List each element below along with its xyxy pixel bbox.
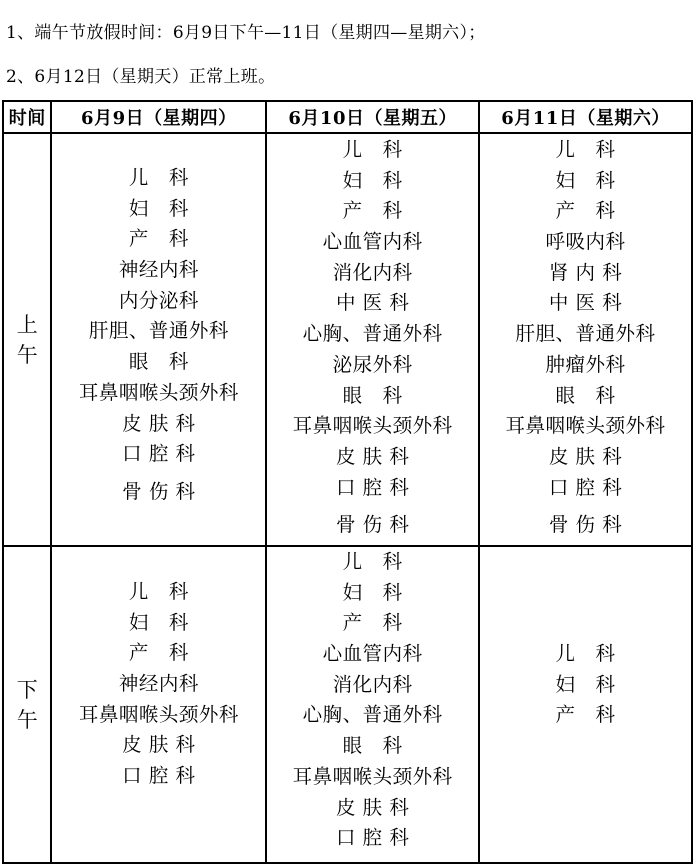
department-item: 皮 肤 科	[335, 444, 410, 468]
afternoon-day-3-departments	[479, 546, 692, 863]
department-item: 骨 伤 科	[548, 513, 623, 537]
afternoon-day-2-departments	[266, 546, 479, 863]
department-item: 心血管内科	[322, 230, 423, 254]
department-item: 呼吸内科	[545, 230, 626, 254]
department-item: 内分泌科	[118, 288, 199, 312]
period-morning	[3, 133, 51, 546]
afternoon-day-1-departments	[51, 546, 266, 863]
department-item: 心胸、普通外科	[302, 703, 443, 727]
department-item: 妇 科	[128, 610, 189, 634]
department-item: 中 医 科	[548, 291, 623, 315]
department-item: 皮 肤 科	[122, 733, 196, 757]
department-item: 儿 科	[128, 580, 189, 603]
department-item: 儿 科	[555, 138, 616, 161]
notice-resume-work: 2、6月12日（星期天）正常上班。	[6, 67, 276, 87]
department-item: 中 医 科	[335, 291, 410, 315]
department-item: 眼 科	[342, 734, 403, 758]
morning-row	[3, 133, 692, 546]
header-row	[3, 101, 692, 133]
department-item: 口 腔 科	[122, 764, 196, 788]
department-item: 产 科	[342, 199, 403, 223]
schedule-table	[2, 100, 693, 864]
department-item: 心胸、普通外科	[302, 322, 443, 346]
department-item: 眼 科	[128, 350, 189, 374]
department-item: 消化内科	[332, 672, 413, 696]
department-item: 儿 科	[555, 642, 616, 665]
department-item: 产 科	[128, 641, 189, 665]
department-item: 消化内科	[332, 260, 413, 284]
department-item: 耳鼻咽喉头颈外科	[78, 702, 239, 726]
department-item: 心血管内科	[322, 642, 423, 666]
department-item: 产 科	[555, 703, 616, 727]
department-item: 神经内科	[118, 258, 199, 282]
department-item: 皮 肤 科	[122, 411, 196, 435]
notice-holiday-dates: 1、端午节放假时间：6月9日下午—11日（星期四—星期六）；	[6, 23, 486, 43]
department-item: 妇 科	[342, 168, 403, 192]
department-item: 神经内科	[118, 672, 199, 696]
department-item: 耳鼻咽喉头颈外科	[505, 414, 666, 438]
department-item: 妇 科	[555, 672, 616, 696]
department-item: 肾 内 科	[548, 260, 623, 284]
department-item: 儿 科	[342, 138, 403, 161]
department-item: 肝胆、普通外科	[515, 322, 656, 346]
morning-day-1-departments	[51, 133, 266, 546]
department-item: 产 科	[128, 227, 189, 251]
department-item: 产 科	[342, 611, 403, 635]
period-char: 午	[16, 342, 38, 367]
department-item: 眼 科	[342, 383, 403, 407]
header-day-1: 6月9日（星期四）	[51, 101, 266, 133]
department-item: 耳鼻咽喉头颈外科	[292, 414, 453, 438]
department-item: 妇 科	[342, 580, 403, 604]
department-item: 眼 科	[555, 383, 616, 407]
department-item: 骨 伤 科	[122, 479, 196, 503]
department-item: 泌尿外科	[332, 352, 413, 376]
header-day-3: 6月11日（星期六）	[479, 101, 692, 133]
period-afternoon	[3, 546, 51, 863]
department-item: 皮 肤 科	[548, 444, 623, 468]
department-item: 妇 科	[128, 196, 189, 220]
afternoon-row	[3, 546, 692, 863]
department-item: 妇 科	[555, 168, 616, 192]
department-item: 肝胆、普通外科	[88, 319, 229, 343]
department-item: 儿 科	[128, 166, 189, 189]
department-item: 口 腔 科	[335, 475, 410, 499]
header-time: 时间	[3, 101, 51, 133]
period-char: 上	[16, 312, 38, 337]
department-item: 耳鼻咽喉头颈外科	[78, 380, 239, 404]
department-item: 口 腔 科	[548, 475, 623, 499]
period-char: 下	[16, 677, 38, 702]
department-item: 口 腔 科	[335, 826, 410, 850]
period-char: 午	[16, 707, 38, 732]
department-item: 口 腔 科	[122, 442, 196, 466]
department-item: 产 科	[555, 199, 616, 223]
morning-day-3-departments	[479, 133, 692, 546]
department-item: 肿瘤外科	[545, 352, 626, 376]
department-item: 骨 伤 科	[335, 513, 410, 537]
department-item: 儿 科	[342, 550, 403, 573]
header-day-2: 6月10日（星期五）	[266, 101, 479, 133]
department-item: 耳鼻咽喉头颈外科	[292, 764, 453, 788]
morning-day-2-departments	[266, 133, 479, 546]
department-item: 皮 肤 科	[335, 795, 410, 819]
